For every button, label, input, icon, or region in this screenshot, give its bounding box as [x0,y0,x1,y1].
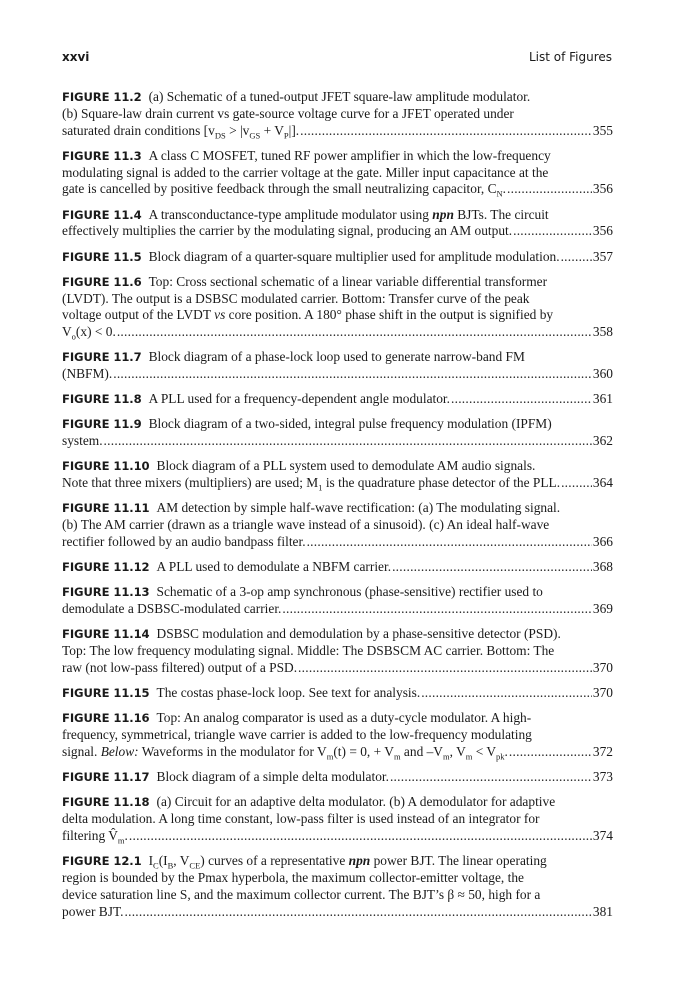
running-header-title: List of Figures [528,50,612,64]
entry-line [62,744,613,761]
dot-leader [113,366,592,383]
figure-label: FIGURE 11.2 [62,90,142,104]
page-number[interactable]: 368 [592,559,613,575]
figure-caption-text: (b) The AM carrier (drawn as a triangle wave instead of a sinusoid). (c) An ideal half-wave [62,517,550,533]
figure-caption-text: Schematic of a 3-op amp synchronous (phase-sensitive) rectifier used to [156,584,543,600]
page-number[interactable]: 357 [592,248,613,264]
entry-line [62,106,613,123]
entry-line [62,727,613,744]
figure-label: FIGURE 11.15 [62,686,150,701]
page-number[interactable]: 355 [592,122,613,138]
figure-entry[interactable] [62,458,613,492]
dot-leader [507,181,592,198]
figure-label: FIGURE 12.1 [62,854,142,869]
entry-line [62,853,613,870]
figure-caption-text: $I_C(I_B$, $V_{CE}$) curves of a representative npn power BJT. The linear operating [148,853,547,871]
figure-caption-text: AM detection by simple half-wave rectification: (a) The modulating signal. [156,500,561,516]
entry-line [62,291,613,308]
entry-line [62,366,613,383]
entry-line [62,500,613,517]
figure-caption-text: A class C MOSFET, tuned RF power amplifier in which the low-frequency [148,147,551,163]
figure-entry[interactable] [62,148,613,198]
page-number[interactable]: 362 [592,433,613,449]
figure-caption-text: region is bounded by the Pmax hyperbola, the maximum collector-emitter voltage, the [62,869,524,885]
entry-line [62,534,613,551]
figure-caption-text: DSBSC modulation and demodulation by a phase-sensitive detector (PSD). [156,626,561,642]
entry-line [62,181,613,198]
entry-line [62,391,613,408]
dot-leader [392,559,592,576]
figure-label: FIGURE 11.10 [62,459,150,474]
figure-caption-text: device saturation line S, and the maximum collector current. The BJT’s β ≈ 50, high for a [62,886,541,902]
figure-caption-text: voltage output of the LVDT vs core position. A 180° phase shift in the output is signified by [62,307,554,323]
figure-caption-text: saturated drain conditions $[v_{DS} > |v_{GS} + V_P|]$. [62,122,300,141]
page-number[interactable]: 381 [592,903,613,919]
page-number[interactable]: 360 [592,366,613,382]
page-number[interactable]: 373 [592,769,613,785]
dot-leader [104,433,592,450]
page-number[interactable]: 356 [592,223,613,239]
figure-entry[interactable] [62,249,613,266]
figure-entry[interactable] [62,626,613,676]
entry-line [62,660,613,677]
figure-caption-text: Block diagram of a phase-lock loop used to generate narrow-band FM [148,349,525,365]
figure-caption-text: effectively multiplies the carrier by the modulating signal, producing an AM output. [62,223,513,239]
list-of-figures [62,89,613,929]
figure-entry[interactable] [62,559,613,576]
entry-line [62,710,613,727]
entry-line [62,458,613,475]
entry-line [62,828,613,845]
figure-entry[interactable] [62,274,613,341]
dot-leader [561,475,592,492]
figure-entry[interactable] [62,710,613,760]
entry-line [62,584,613,601]
entry-line [62,769,613,786]
entry-line [62,433,613,450]
figure-caption-text: Top: The low frequency modulating signal. Middle: The DSBSCM AC carrier. Bottom: The [62,643,555,659]
figure-entry[interactable] [62,794,613,844]
entry-line [62,685,613,702]
figure-caption-text: modulating signal is added to the carrier voltage at the gate. Miller input capacitance at the [62,164,549,180]
dot-leader [125,904,592,921]
figure-caption-text: power BJT. [62,903,124,919]
figure-caption-text: delta modulation. A long time constant, low-pass filter is used instead of an integrator for [62,811,540,827]
figure-caption-text: A PLL used for a frequency-dependent angle modulator. [148,391,451,407]
figure-caption-text: gate is cancelled by positive feedback through the small neutralizing capacitor, $C_N$. [62,181,507,200]
figure-label: FIGURE 11.6 [62,274,142,289]
entry-line [62,349,613,366]
figure-entry[interactable] [62,89,613,139]
dot-leader [129,828,592,845]
entry-line [62,416,613,433]
figure-label: FIGURE 11.4 [62,207,142,222]
figure-caption-text: (a) Circuit for an adaptive delta modulator. (b) A demodulator for adaptive [156,794,556,810]
page-number[interactable]: 366 [592,534,613,550]
entry-line [62,123,613,140]
entry-line [62,89,613,106]
entry-line [62,626,613,643]
dot-leader [117,324,592,341]
dot-leader [390,769,592,786]
dot-leader [307,534,592,551]
figure-caption-text: Block diagram of a quarter-square multiplier used for amplitude modulation. [148,248,560,264]
figure-caption-text: Block diagram of a two-sided, integral pulse frequency modulation (IPFM) [148,416,552,432]
figure-entry[interactable] [62,207,613,241]
figure-caption-text: raw (not low-pass filtered) output of a PSD. [62,660,298,675]
figure-caption-text: (NBFM). [62,366,113,382]
dot-leader [451,391,592,408]
running-header [62,50,612,68]
entry-line [62,223,613,240]
figure-entry[interactable] [62,500,613,550]
figure-caption-text: system. [62,433,103,449]
figure-label: FIGURE 11.3 [62,148,142,163]
entry-line [62,249,613,266]
figure-entry[interactable] [62,349,613,383]
figure-caption-text: A PLL used to demodulate a NBFM carrier. [156,559,392,575]
entry-line [62,904,613,921]
page-number[interactable]: 374 [592,827,613,843]
entry-line [62,207,613,224]
figure-caption-text: (a) Schematic of a tuned-output JFET square-law amplitude modulator. [148,89,531,104]
figure-caption-text: Top: An analog comparator is used as a duty-cycle modulator. A high- [156,710,532,726]
figure-entry[interactable] [62,584,613,618]
figure-caption-text: rectifier followed by an audio bandpass filter. [62,534,306,550]
dot-leader [300,123,592,140]
entry-line [62,475,613,492]
figure-caption-text: signal. Below: Waveforms in the modulator for $V_m(t) = 0$, + $V_m$ and $-V_m$, $V_m < V_{pk}$. [62,743,508,762]
figure-label: FIGURE 11.11 [62,501,150,516]
page-number[interactable]: 370 [592,685,613,701]
figure-caption-text: A transconductance-type amplitude modulator using npn BJTs. The circuit [148,206,549,222]
figure-label: FIGURE 11.8 [62,392,142,407]
entry-line [62,559,613,576]
entry-line [62,601,613,618]
page-number[interactable]: 358 [592,324,613,340]
figure-label: FIGURE 11.18 [62,795,150,810]
page-number[interactable]: 370 [592,660,613,675]
figure-caption-text: demodulate a DSBSC-modulated carrier. [62,601,282,617]
page-number[interactable]: 369 [592,601,613,617]
figure-label: FIGURE 11.9 [62,417,142,432]
entry-line [62,324,613,341]
figure-caption-text: Block diagram of a simple delta modulator. [156,769,389,785]
entry-line [62,643,613,660]
figure-label: FIGURE 11.13 [62,585,150,600]
figure-label: FIGURE 11.14 [62,627,150,642]
page-number[interactable]: 372 [592,743,613,759]
dot-leader [298,660,592,677]
figure-caption-text: Block diagram of a PLL system used to demodulate AM audio signals. [156,458,536,474]
figure-caption-text: Note that three mixers (multipliers) are used; $M_1$ is the quadrature phase detector of the PLL. [62,475,561,493]
figure-label: FIGURE 11.5 [62,249,142,264]
entry-line [62,794,613,811]
entry-line [62,307,613,324]
figure-caption-text: The costas phase-lock loop. See text for analysis. [156,685,421,701]
entry-line [62,870,613,887]
entry-line [62,811,613,828]
page-number[interactable]: 361 [592,391,613,407]
figure-entry[interactable] [62,769,613,786]
page-number-roman: xxvi [62,50,90,64]
figure-caption-text: frequency, symmetrical, triangle wave carrier is added to the low-frequency modulating [62,727,532,743]
figure-label: FIGURE 11.16 [62,711,150,726]
dot-leader [421,685,592,702]
page-number[interactable]: 356 [592,181,613,197]
figure-caption-text: (b) Square-law drain current vs gate-source voltage curve for a JFET operated under [62,105,514,121]
figure-entry[interactable] [62,416,613,450]
entry-line [62,148,613,165]
figure-caption-text: $V_o(x) < 0$. [62,324,116,342]
figure-label: FIGURE 11.7 [62,350,142,365]
entry-line [62,274,613,291]
page-number[interactable]: 364 [592,475,613,491]
figure-caption-text: Top: Cross sectional schematic of a linear variable differential transformer [148,273,548,289]
figure-entry[interactable] [62,391,613,408]
entry-line [62,887,613,904]
figure-label: FIGURE 11.12 [62,560,150,575]
figure-label: FIGURE 11.17 [62,770,150,785]
figure-caption-text: filtering $V̂_m$. [62,827,128,846]
figure-caption-text: (LVDT). The output is a DSBSC modulated carrier. Bottom: Transfer curve of the peak [62,290,530,306]
entry-line [62,517,613,534]
dot-leader [509,744,592,761]
dot-leader [282,601,592,618]
entry-line [62,165,613,182]
dot-leader [561,249,592,266]
dot-leader [513,223,592,240]
figure-entry[interactable] [62,853,613,920]
figure-entry[interactable] [62,685,613,702]
